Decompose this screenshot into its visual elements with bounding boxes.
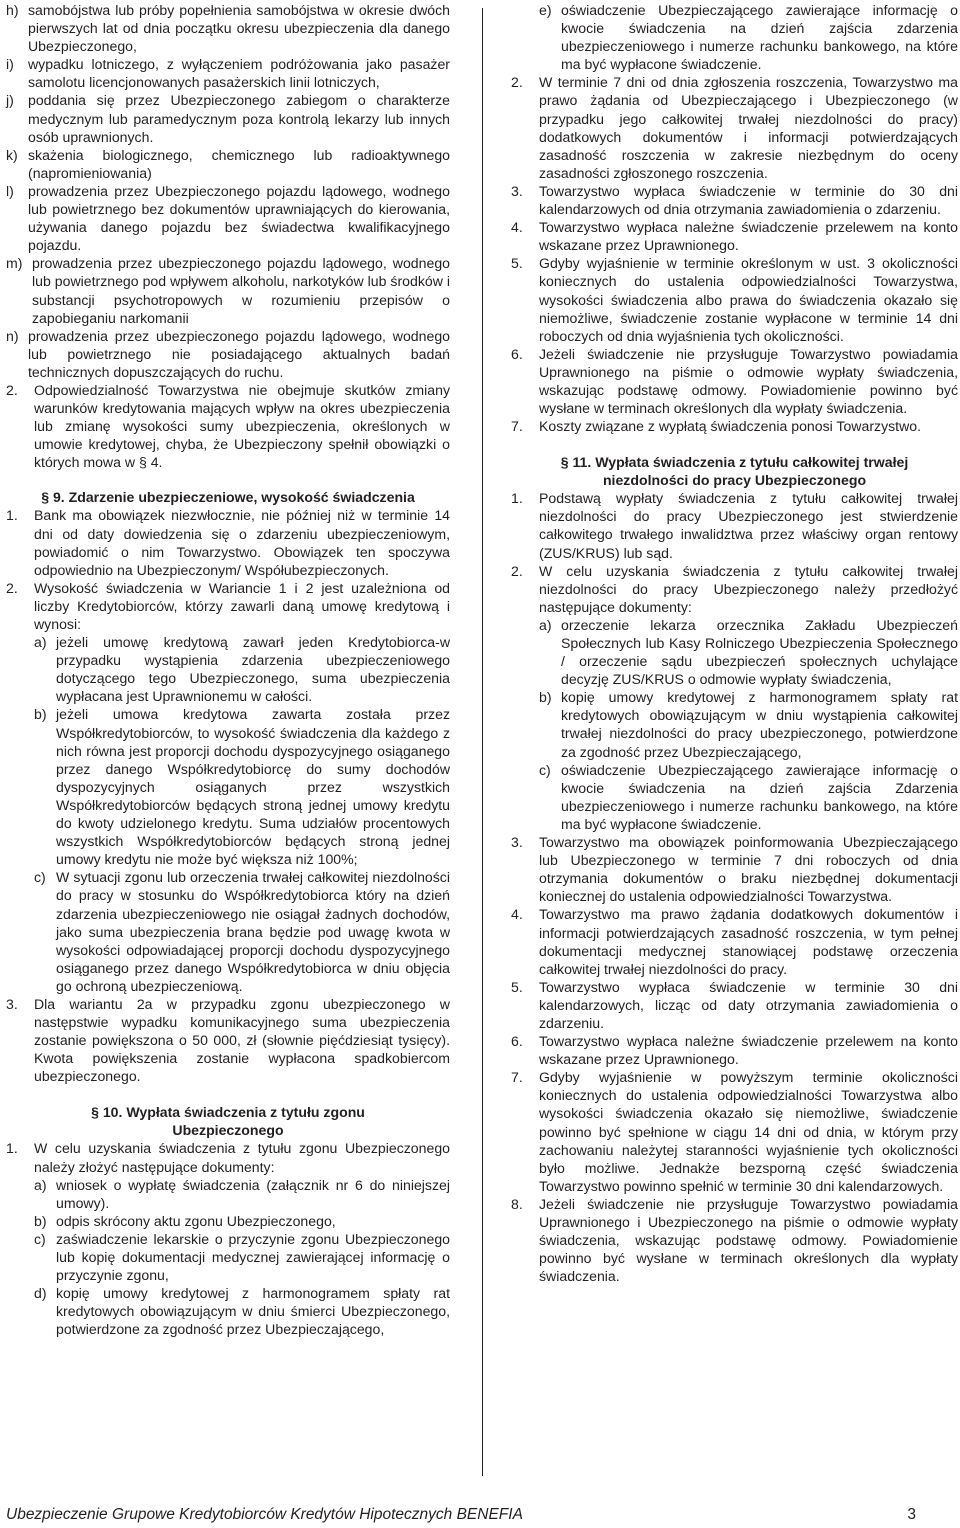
column-divider [482, 8, 483, 1476]
item-label: 7. [511, 418, 523, 435]
s10-item-1c [34, 1230, 450, 1284]
section-9-title: § 9. Zdarzenie ubezpieczeniowe, wysokość świadczenia [41, 489, 415, 506]
item-text: prowadzenia przez ubezpieczonego pojazdu lądowego, wodnego lub powietrznego pod wpływem alkoholu, narkotyków lub środków i substancji psychotropowych w rozumieniu przepisów o zapobieganiu narkomanii [32, 255, 450, 326]
item-text: zaświadczenie lekarskie o przyczynie zgonu Ubezpieczonego lub kopię dokumentacji medycznej zawierającej informację o przyczynie zgonu, [56, 1230, 450, 1284]
s10-item-5 [511, 254, 958, 344]
s10-item-6 [511, 345, 958, 417]
item-label: e) [539, 2, 552, 18]
item-text: wniosek o wypłatę świadczenia (załącznik nr 6 do niniejszej umowy). [56, 1176, 450, 1211]
list-item-l [6, 182, 450, 254]
item-text: Towarzystwo ma obowiązek poinformowania Ubezpieczającego lub Ubezpieczonego w terminie 7 dni roboczych od dnia otrzymania dokumentów o braku niezbędnej dokumentacji koniecznej do ustalenia odpowiedzialności Towarzystwa. [539, 834, 958, 905]
s10-item-3 [511, 182, 958, 218]
s11-item-2b [539, 688, 958, 760]
item-label: a) [34, 634, 47, 651]
section-10-title-line-1: § 10. Wypłata świadczenia z tytułu zgonu [91, 1104, 365, 1121]
item-text: Towarzystwo wypłaca świadczenie w terminie 30 dni kalendarzowych, licząc od daty otrzymania zawiadomienia o zdarzeniu. [539, 978, 958, 1031]
item-label: d) [34, 1285, 47, 1302]
section-11-title-line-2: niezdolności do pracy Ubezpieczonego [602, 472, 867, 489]
item-label: a) [34, 1176, 47, 1193]
s10-item-1b [34, 1212, 450, 1230]
item-text: jeżeli umowa kredytowa zawarta została przez Współkredytobiorców, to wysokość świadczenia dla każdego z nich równa jest proporcji dochodu dyspozycyjnego osiąganego przez danego Współkredytobiorcę do sumy dochodów dyspozycyjnych osiąganych przez wszystkich Współkredytobiorców będących stroną jednej umowy kredytu do kwoty udzielonego kredytu. Suma udziałów procentowych wszystkich Współkredytobiorców będących stroną jednej umowy kredytu nie może być większa niż 100%; [56, 706, 450, 868]
item-text: oświadczenie Ubezpieczającego zawierające informację o kwocie świadczenia na dzień zajścia zdarzenia ubezpieczeniowego i numerze rachunku bankowego, na które ma być wypłacone świadczenie. [561, 2, 958, 73]
item-text: Dla wariantu 2a w przypadku zgonu ubezpieczonego w następstwie wypadku komunikacyjnego suma ubezpieczenia zostanie powiększona o 50 000, zł (słownie pięćdziesiąt tysięcy). Kwota powiększenia zostanie wypłacona spadkobiercom ubezpieczonego. [34, 995, 450, 1085]
item-text: Towarzystwo ma prawo żądania dodatkowych dokumentów i informacji potwierdzających zasadność roszczenia, w tym pełnej dokumentacji medycznej stanowiącej podstawę orzeczenia całkowitej trwałej niezdolności do pracy. [539, 906, 958, 977]
item-label: 4. [511, 906, 523, 923]
list-item-2 [6, 381, 450, 471]
list-item-j [6, 91, 450, 145]
item-text: samobójstwa lub próby popełnienia samobójstwa w okresie dwóch pierwszych lat od dnia początku okresu ubezpieczenia dla danego Ubezpieczonego, [28, 2, 450, 55]
item-label: n) [6, 327, 19, 344]
item-label: 2. [6, 381, 18, 398]
section-11-title-line-1: § 11. Wypłata świadczenia z tytułu całkowitej trwałej [560, 454, 909, 471]
page-footer [6, 1506, 916, 1524]
item-text: prowadzenia przez ubezpieczonego pojazdu lądowego, wodnego lub powietrznego nie posiadającego aktualnych badań technicznych dopuszczających do ruchu. [28, 327, 450, 380]
s10-item-1a [34, 1176, 450, 1212]
item-text: Towarzystwo wypłaca należne świadczenie przelewem na konto wskazane przez Uprawnionego. [539, 1033, 958, 1068]
item-text: skażenia biologicznego, chemicznego lub radioaktywnego (napromieniowania) [28, 146, 450, 181]
item-label: b) [539, 689, 552, 706]
item-text: Jeżeli świadczenie nie przysługuje Towarzystwo powiadamia Uprawnionego na piśmie o odmowie wypłaty świadczenia, wskazując podstawę odmowy. Powiadomienie powinno być wysłane w terminach określonych dla wypłaty świadczenia. [539, 345, 958, 417]
s11-item-7 [511, 1068, 958, 1195]
item-text: W sytuacji zgonu lub orzeczenia trwałej całkowitej niezdolności do pracy w stosunku do Współkredytobiorca który na dzień zdarzenia ubezpieczeniowego nie osiągał żadnych dochodów, jako suma ubezpieczenia brana będzie pod uwagę kwota w wysokości odpowiadającej proporcji dochodu dyspozycyjnego osiąganego przez danego Współkredytobiorca w dniu objęcia go ochroną ubezpieczeniową. [56, 869, 450, 994]
item-text: poddania się przez Ubezpieczonego zabiegom o charakterze medycznym lub paramedycznym poza kontrolą lekarzy lub innych osób uprawnionych. [28, 92, 450, 145]
section-11-title [511, 453, 958, 489]
item-text: kopię umowy kredytowej z harmonogramem spłaty rat kredytowych obowiązującym w dniu wystąpienia całkowitej trwałej niezdolności do pracy ubezpieczonego, potwierdzone za zgodność przez Ubezpieczającego, [561, 689, 958, 760]
s10-item-1 [6, 1139, 450, 1175]
list-item-n [6, 327, 450, 381]
item-text: jeżeli umowę kredytową zawarł jeden Kredytobiorca-w przypadku wystąpienia zdarzenia ubezpieczeniowego dotyczącego tego Ubezpieczonego, suma ubezpieczenia wypłacana jest Uprawnionemu w całości. [56, 634, 450, 705]
item-label: 1. [6, 1140, 18, 1157]
s10-item-1d [34, 1284, 450, 1338]
s9-item-2 [6, 579, 450, 633]
item-label: 6. [511, 345, 523, 362]
item-label: 5. [511, 978, 523, 995]
list-item-k [6, 146, 450, 182]
item-label: 2. [6, 579, 18, 596]
s10-item-2 [511, 73, 958, 182]
item-text: Koszty związane z wypłatą świadczenia ponosi Towarzystwo. [539, 418, 922, 435]
s11-item-1 [511, 489, 958, 561]
s11-item-3 [511, 833, 958, 905]
item-text: Jeżeli świadczenie nie przysługuje Towarzystwo powiadamia Uprawnionego i Ubezpieczonego na piśmie o odmowie wypłaty świadczenia, wskazując podstawę odmowy. Powiadomienie powinno być wysłane w terminach określonych dla wypłaty świadczenia. [539, 1195, 958, 1285]
s11-item-5 [511, 978, 958, 1032]
item-label: 2. [511, 74, 523, 91]
item-text: Towarzystwo wypłaca świadczenie w terminie do 30 dni kalendarzowych od dnia otrzymania zawiadomienia o zdarzeniu. [539, 182, 958, 218]
item-text: Towarzystwo wypłaca należne świadczenie przelewem na konto wskazane przez Uprawnionego. [539, 219, 958, 254]
item-text: odpis skrócony aktu zgonu Ubezpieczonego, [56, 1212, 336, 1229]
list-item-i [6, 55, 450, 91]
s11-item-2 [511, 562, 958, 616]
footer-title: Ubezpieczenie Grupowe Kredytobiorców Kredytów Hipotecznych BENEFIA [6, 1506, 523, 1523]
item-label: 7. [511, 1069, 523, 1086]
s9-item-2a [34, 633, 450, 705]
section-10-title-line-2: Ubezpieczonego [172, 1122, 284, 1139]
item-label: c) [34, 1230, 46, 1247]
item-label: b) [34, 1212, 47, 1229]
item-label: k) [6, 146, 18, 163]
item-text: Gdyby wyjaśnienie w powyższym terminie okoliczności koniecznych do ustalenia odpowiedzialności Towarzystwa albo wysokości świadczenia okazało się niemożliwe, świadczenie powinno być spełnione w ciągu 14 dni od dnia, w którym przy zachowaniu należytej staranności wyjaśnienie tych okoliczności było możliwe. Jednakże bezsporną część świadczenia Towarzystwo powinno spełnić w terminie 30 dni kalendarzowych. [539, 1069, 958, 1194]
s10-item-7 [511, 417, 958, 435]
item-text: kopię umowy kredytowej z harmonogramem spłaty rat kredytowych obowiązującym w dniu śmierci Ubezpieczonego, potwierdzone za zgodność przez Ubezpieczającego, [56, 1285, 450, 1338]
item-label: 3. [511, 834, 523, 851]
item-text: wypadku lotniczego, z wyłączeniem podróżowania jako pasażer samolotu licencjonowanych pasażerskich linii lotniczych, [28, 56, 450, 91]
item-label: 1. [511, 490, 523, 507]
item-text: Gdyby wyjaśnienie w terminie określonym w ust. 3 okoliczności koniecznych do ustalenia odpowiedzialności Towarzystwa, wysokości świadczenia albo prawa do świadczenia okazało się niemożliwe, świadczenie zostanie wypłacone w terminie 14 dni roboczych od dnia wyjaśnienia tych okoliczności. [539, 255, 958, 344]
s11-item-2a [539, 616, 958, 688]
item-label: 4. [511, 219, 523, 236]
item-label: 5. [511, 255, 523, 272]
list-item-m [6, 254, 450, 326]
item-label: m) [6, 255, 23, 272]
item-text: oświadczenie Ubezpieczającego zawierające informację o kwocie świadczenia na dzień zajścia Zdarzenia ubezpieczeniowego i numerze rachunku bankowego, na które ma być wypłacone świadczenie. [561, 761, 958, 832]
s9-item-2b [34, 705, 450, 868]
s11-item-2c [539, 761, 958, 833]
list-item-h [6, 1, 450, 55]
item-label: a) [539, 616, 552, 633]
item-text: orzeczenie lekarza orzecznika Zakładu Ubezpieczeń Społecznych lub Kasy Rolniczego Ubezpieczenia Społecznego / orzeczenie sądu ubezpieczeń społecznych uchylające decyzję ZUS/KRUS o odmowie wypłaty świadczenia, [561, 616, 958, 688]
item-text: Odpowiedzialność Towarzystwa nie obejmuje skutków zmiany warunków kredytowania mających wpływ na okres ubezpieczenia lub zmianę wysokości sumy ubezpieczenia, określonych w umowie kredytowej, chyba, że Ubezpieczony spełnił obowiązki o których mowa w § 4. [34, 381, 450, 471]
s10-item-4 [511, 218, 958, 254]
right-column [511, 0, 958, 1285]
item-label: i) [6, 56, 14, 73]
item-label: c) [539, 761, 551, 778]
s11-item-4 [511, 905, 958, 977]
item-label: h) [6, 2, 19, 18]
item-label: 8. [511, 1195, 523, 1212]
item-label: 3. [511, 182, 523, 199]
item-text: W celu uzyskania świadczenia z tytułu zgonu Ubezpieczonego należy złożyć następujące dokumenty: [34, 1140, 450, 1175]
item-label: 2. [511, 562, 523, 579]
item-text: prowadzenia przez Ubezpieczonego pojazdu lądowego, wodnego lub powietrznego bez dokumentów uprawniających do kierowania, używania danego pojazdu bez świadectwa kwalifikacyjnego pojazdu. [28, 182, 450, 254]
section-10-title [6, 1103, 450, 1139]
item-label: b) [34, 706, 47, 723]
s11-item-6 [511, 1032, 958, 1068]
item-label: 3. [6, 995, 18, 1012]
item-label: l) [6, 182, 14, 199]
s9-item-2c [34, 868, 450, 995]
s9-item-3 [6, 995, 450, 1085]
s9-item-1 [6, 506, 450, 578]
s11-item-8 [511, 1195, 958, 1285]
item-label: j) [6, 92, 14, 109]
item-label: 1. [6, 507, 18, 524]
item-text: W celu uzyskania świadczenia z tytułu całkowitej trwałej niezdolności do pracy Ubezpieczonego należy przedłożyć następujące dokumenty: [539, 562, 958, 615]
item-label: c) [34, 869, 46, 886]
item-text: Wysokość świadczenia w Wariancie 1 i 2 jest uzależniona od liczby Kredytobiorców, którzy zawarli daną umowę kredytową i wynosi: [34, 579, 450, 632]
item-text: Podstawą wypłaty świadczenia z tytułu całkowitej trwałej niezdolności do pracy Ubezpieczonego jest stwierdzenie całkowitego trwałego inwalidztwa przez właściwy organ rentowy (ZUS/KRUS) lub sąd. [539, 490, 958, 561]
left-column [6, 0, 450, 1338]
page-number: 3 [907, 1506, 916, 1523]
s10-item-1e [539, 1, 958, 73]
item-text: Bank ma obowiązek niezwłocznie, nie później niż w terminie 14 dni od daty dowiedzenia się o zdarzeniu ubezpieczeniowym, powiadomić o nim Towarzystwo. Obowiązek ten spoczywa odpowiednio na Ubezpieczonym/ Współubezpieczonych. [34, 507, 450, 578]
item-text: W terminie 7 dni od dnia zgłoszenia roszczenia, Towarzystwo ma prawo żądania od Ubezpieczającego i Ubezpieczonego (w przypadku jego całkowitej trwałej niezdolności do pracy) dodatkowych dokumentów i informacji potwierdzających zasadność roszczenia w zakresie niezbędnym do oceny zasadności zgłoszonego roszczenia. [539, 74, 958, 181]
item-label: 6. [511, 1033, 523, 1050]
